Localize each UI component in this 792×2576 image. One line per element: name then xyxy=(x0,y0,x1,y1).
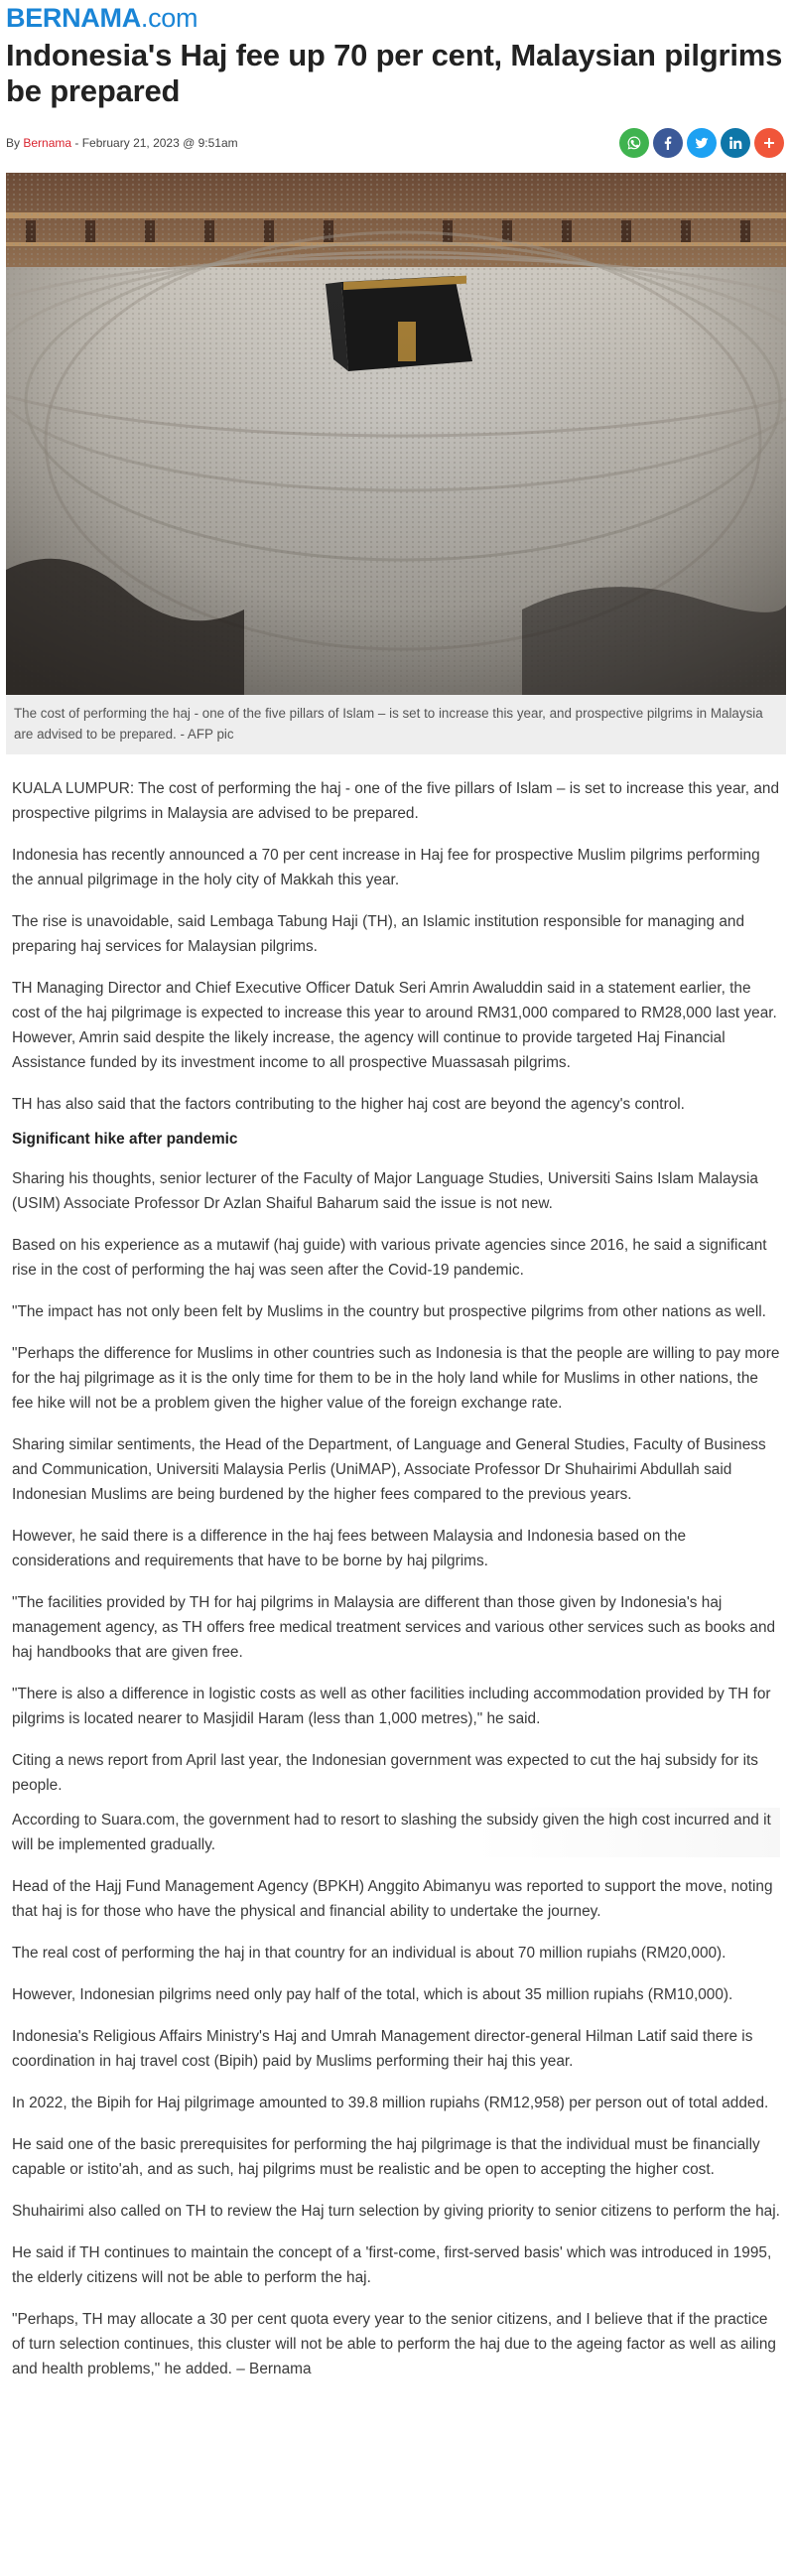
paragraph: Indonesia has recently announced a 70 per cent increase in Haj fee for prospective Muslim pilgrims performing the annual pilgrimage in the holy city of Makkah this year. xyxy=(12,847,760,888)
byline xyxy=(6,136,238,150)
image-caption: The cost of performing the haj - one of the five pillars of Islam – is set to increase this year, and prospective pilgrims in Malaysia are advised to be prepared. - AFP pic xyxy=(6,695,786,754)
paragraph: KUALA LUMPUR: The cost of performing the haj - one of the five pillars of Islam – is set to increase this year, and prospective pilgrims in Malaysia are advised to be prepared. xyxy=(12,780,780,822)
paragraph: "The facilities provided by TH for haj pilgrims in Malaysia are different than those given by Indonesia's haj management agency, as TH offers free medical treatment services and various other services such as books and haj handbooks that are given free. xyxy=(12,1594,776,1661)
share-whatsapp-button[interactable] xyxy=(619,128,649,158)
paragraph: The rise is unavoidable, said Lembaga Tabung Haji (TH), an Islamic institution responsible for managing and preparing haj services for Malaysian pilgrims. xyxy=(12,913,745,955)
article-headline: Indonesia's Haj fee up 70 per cent, Malaysian pilgrims be prepared xyxy=(6,38,783,108)
paragraph: Indonesia's Religious Affairs Ministry's Haj and Umrah Management director-general Hilman Latif said there is coordination in haj travel cost (Bipih) paid by Muslims performing their haj this year. xyxy=(12,2028,753,2070)
paragraph: "Perhaps the difference for Muslims in other countries such as Indonesia is that the people are willing to pay more for the haj pilgrimage as it is the only time for them to be in the holy land while for Muslims in other nations, the fee hike will not be a problem given the higher value of the foreign exchange rate. xyxy=(12,1345,780,1412)
linkedin-icon xyxy=(727,135,743,151)
paragraph: Head of the Hajj Fund Management Agency (BPKH) Anggito Abimanyu was reported to support the move, noting that haj is for those who have the physical and financial ability to undertake the journey. xyxy=(12,1878,773,1920)
paragraph: In 2022, the Bipih for Haj pilgrimage amounted to 39.8 million rupiahs (RM12,958) per person out of total added. xyxy=(12,2095,769,2111)
share-linkedin-button[interactable] xyxy=(721,128,750,158)
paragraph: TH has also said that the factors contributing to the higher haj cost are beyond the agency's control. xyxy=(12,1096,685,1113)
paragraph: "Perhaps, TH may allocate a 30 per cent quota every year to the senior citizens, and I believe that if the practice of turn selection continues, this cluster will not be able to perform the haj due to the ageing factor as well as ailing and health problems," he added. – Bernama xyxy=(12,2311,776,2377)
logo-tld: .com xyxy=(140,3,198,33)
share-more-button[interactable] xyxy=(754,128,784,158)
paragraph: He said one of the basic prerequisites for performing the haj pilgrimage is that the individual must be financially capable or istito'ah, and as such, haj pilgrims must be realistic and be open to accepting the higher cost. xyxy=(12,2136,760,2178)
paragraph: However, he said there is a difference in the haj fees between Malaysia and Indonesia based on the considerations and requirements that have to be borne by haj pilgrims. xyxy=(12,1528,687,1569)
article-body xyxy=(6,776,786,2381)
paragraph: He said if TH continues to maintain the concept of a 'first-come, first-served basis' which was introduced in 1995, the elderly citizens will not be able to perform the haj. xyxy=(12,2244,772,2286)
facebook-icon xyxy=(660,135,676,151)
whatsapp-icon xyxy=(626,135,642,151)
share-facebook-button[interactable] xyxy=(653,128,683,158)
publish-date: - February 21, 2023 @ 9:51am xyxy=(71,136,238,150)
plus-icon xyxy=(761,135,777,151)
section-heading: Significant hike after pandemic xyxy=(12,1131,238,1148)
paragraph: Sharing his thoughts, senior lecturer of the Faculty of Major Language Studies, Universiti Sains Islam Malaysia (USIM) Associate Professor Dr Azlan Shaiful Baharum said the issue is not new. xyxy=(12,1170,758,1212)
hero-image xyxy=(6,173,786,695)
share-twitter-button[interactable] xyxy=(687,128,717,158)
paragraph: Sharing similar sentiments, the Head of the Department, of Language and General Studies, Faculty of Business and Communication, Universiti Malaysia Perlis (UniMAP), Associate Professor Dr Shuhairimi Abdullah said Indonesian Muslims are being burdened by the higher fees compared to the previous years. xyxy=(12,1436,766,1503)
paragraph: The real cost of performing the haj in that country for an individual is about 70 million rupiahs (RM20,000). xyxy=(12,1945,726,1962)
paragraph: "The impact has not only been felt by Muslims in the country but prospective pilgrims from other nations as well. xyxy=(12,1303,766,1320)
author-link[interactable]: Bernama xyxy=(23,136,72,150)
twitter-icon xyxy=(694,135,710,151)
paragraph: However, Amrin said despite the likely increase, the agency will continue to provide targeted Haj Financial Assistance funded by its investment income to all prospective Muassasah pilgrims. xyxy=(12,1029,726,1071)
share-buttons xyxy=(619,128,786,158)
byline-prefix: By xyxy=(6,136,24,150)
byline-row xyxy=(6,127,786,159)
paragraph: However, Indonesian pilgrims need only pay half of the total, which is about 35 million rupiahs (RM10,000). xyxy=(12,1986,733,2003)
paragraph: Citing a news report from April last year, the Indonesian government was expected to cut the haj subsidy for its people. xyxy=(12,1752,758,1794)
paragraph: Based on his experience as a mutawif (haj guide) with various private agencies since 2016, he said a significant rise in the cost of performing the haj was seen after the Covid-19 pandemic. xyxy=(12,1237,767,1279)
paragraph: Shuhairimi also called on TH to review the Haj turn selection by giving priority to senior citizens to perform the haj. xyxy=(12,2203,780,2220)
logo-brand: BERNAMA xyxy=(6,3,141,33)
paragraph: "There is also a difference in logistic costs as well as other facilities including accommodation provided by TH for pilgrims is located nearer to Masjidil Haram (less than 1,000 metres)," he said. xyxy=(12,1686,771,1727)
bernama-logo[interactable] xyxy=(6,0,786,32)
kaaba-pilgrims-photo xyxy=(6,173,786,695)
paragraph: TH Managing Director and Chief Executive Officer Datuk Seri Amrin Awaluddin said in a statement earlier, the cost of the haj pilgrimage is expected to increase this year to around RM31,000 compared to RM28,000 last year. xyxy=(12,980,777,1021)
paragraph: According to Suara.com, the government had to resort to slashing the subsidy given the high cost incurred and it will be implemented gradually. xyxy=(12,1808,780,1857)
